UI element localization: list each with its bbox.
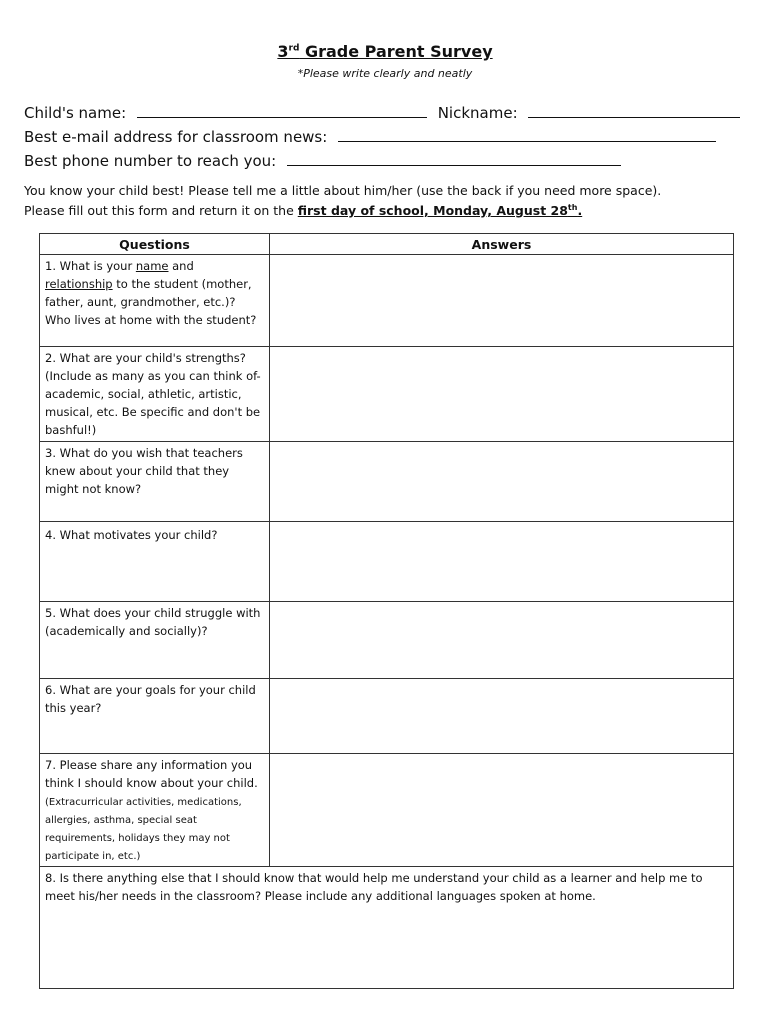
return-date-period: . (577, 203, 583, 218)
child-name-label: Child's name: (24, 104, 127, 122)
question-5: 5. What does your child struggle with (academically and socially)? (40, 602, 270, 679)
return-date-ordinal: th (567, 202, 578, 212)
child-name-row (24, 103, 740, 122)
email-field[interactable] (338, 127, 716, 142)
answer-3[interactable] (270, 442, 734, 522)
q1-and: and (168, 259, 194, 273)
answer-4[interactable] (270, 522, 734, 602)
question-row-2 (40, 347, 734, 442)
phone-row (24, 151, 621, 170)
subtitle: *Please write clearly and neatly (297, 67, 473, 80)
q1-rest: to the student (mother, father, aunt, grandmother, etc.)? Who lives at home with the student? (45, 277, 257, 327)
q7-text: 7. Please share any information you think I should know about your child. (45, 758, 258, 790)
return-date: first day of school, Monday, August 28 (297, 203, 568, 218)
question-4: 4. What motivates your child? (40, 522, 270, 602)
title-number: 3 (277, 42, 289, 61)
question-row-1 (40, 255, 734, 347)
nickname-label: Nickname: (437, 104, 518, 122)
question-6: 6. What are your goals for your child this year? (40, 679, 270, 754)
question-7 (40, 754, 270, 867)
title-ordinal: rd (288, 43, 300, 54)
child-name-field[interactable] (137, 103, 427, 118)
question-2: 2. What are your child's strengths? (Include as many as you can think of-academic, social, athletic, artistic, musical, etc. Be specific and don't be bashful!) (40, 347, 270, 442)
nickname-field[interactable] (528, 103, 740, 118)
questions-header: Questions (40, 234, 270, 255)
question-row-5 (40, 602, 734, 679)
header-row (40, 234, 734, 255)
phone-label: Best phone number to reach you: (24, 152, 277, 170)
phone-field[interactable] (287, 151, 621, 166)
question-row-4 (40, 522, 734, 602)
q1-text: 1. What is your (45, 259, 136, 273)
q1-name: name (135, 259, 169, 273)
email-label: Best e-mail address for classroom news: (24, 128, 328, 146)
intro-text: Please fill out this form and return it on the (24, 203, 298, 218)
title-text: Grade Parent Survey (299, 42, 493, 61)
email-row (24, 127, 716, 146)
answer-2[interactable] (270, 347, 734, 442)
question-row-3 (40, 442, 734, 522)
question-1 (40, 255, 270, 347)
intro-line-2 (24, 203, 582, 218)
page-title (0, 42, 770, 61)
question-row-7 (40, 754, 734, 867)
answer-1[interactable] (270, 255, 734, 347)
answer-6[interactable] (270, 679, 734, 754)
intro-line-1: You know your child best! Please tell me a little about him/her (use the back if you need more space). (24, 183, 662, 198)
question-8[interactable]: 8. Is there anything else that I should know that would help me understand your child as a learner and help me to meet his/her needs in the classroom? Please include any additional languages spoken at home. (40, 867, 734, 989)
q1-relationship: relationship (45, 277, 113, 291)
question-3: 3. What do you wish that teachers knew about your child that they might not know? (40, 442, 270, 522)
answer-7[interactable] (270, 754, 734, 867)
survey-table (39, 233, 734, 989)
question-row-6 (40, 679, 734, 754)
answer-5[interactable] (270, 602, 734, 679)
answers-header: Answers (270, 234, 734, 255)
q7-examples: (Extracurricular activities, medications, allergies, asthma, special seat requirements, holidays they may not participate in, etc.) (45, 797, 242, 862)
question-row-8 (40, 867, 734, 989)
